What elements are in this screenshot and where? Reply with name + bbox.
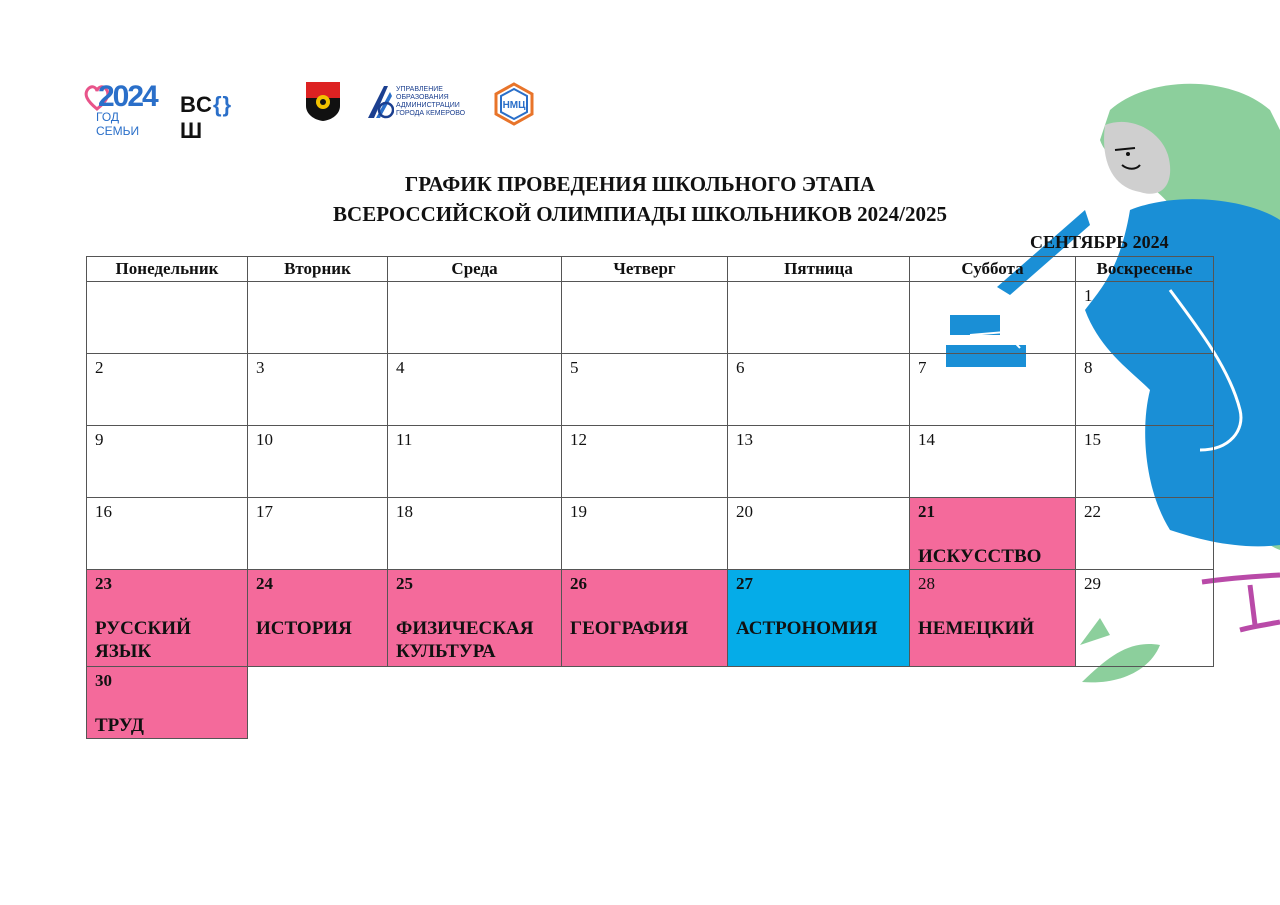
event-subject: ИСТОРИЯ: [256, 618, 352, 639]
nmc-logo-text: НМЦ: [502, 100, 526, 111]
day-cell: 9: [87, 426, 248, 498]
event-day-number: 24: [256, 574, 273, 593]
week-row: [87, 426, 1214, 498]
day-cell: 8: [1076, 354, 1214, 426]
weekday-header: Суббота: [910, 257, 1076, 282]
event-cell-german: [910, 570, 1076, 667]
day-cell: [562, 282, 728, 354]
week-row: [87, 354, 1214, 426]
page-title-line2: ВСЕРОССИЙСКОЙ ОЛИМПИАДЫ ШКОЛЬНИКОВ 2024/2025: [333, 202, 947, 226]
olympiad-logo-left: ВС: [180, 92, 213, 117]
day-cell: 6: [728, 354, 910, 426]
nmc-logo: [494, 82, 534, 126]
year-of-family-logo: [88, 80, 158, 138]
event-cell-pe: [388, 570, 562, 667]
day-cell: 29: [1076, 570, 1214, 667]
olympiad-logo: [180, 92, 232, 144]
weekday-header: Пятница: [728, 257, 910, 282]
day-cell: 15: [1076, 426, 1214, 498]
day-cell: 22: [1076, 498, 1214, 570]
day-cell: [388, 282, 562, 354]
page-title-line1: ГРАФИК ПРОВЕДЕНИЯ ШКОЛЬНОГО ЭТАПА: [404, 172, 876, 196]
event-cell-art: [910, 498, 1076, 570]
day-cell: 12: [562, 426, 728, 498]
day-cell: 16: [87, 498, 248, 570]
day-cell: 5: [562, 354, 728, 426]
year-logo-year: 2024: [98, 80, 157, 113]
day-cell: 11: [388, 426, 562, 498]
weekday-header: Воскресенье: [1076, 257, 1214, 282]
event-day-number: 30: [95, 671, 112, 690]
day-cell: 3: [248, 354, 388, 426]
day-cell: 2: [87, 354, 248, 426]
day-cell: 7: [910, 354, 1076, 426]
empty-cell: [248, 667, 388, 739]
day-cell: 1: [1076, 282, 1214, 354]
event-subject: НЕМЕЦКИЙ: [918, 618, 1035, 639]
day-cell: 4: [388, 354, 562, 426]
education-dept-logo: [364, 80, 474, 124]
olympiad-logo-right: Ш: [180, 118, 204, 143]
weekday-header: Понедельник: [87, 257, 248, 282]
event-subject: ТРУД: [95, 715, 144, 736]
day-cell: [87, 282, 248, 354]
event-day-number: 23: [95, 574, 112, 593]
month-label: СЕНТЯБРЬ 2024: [1030, 232, 1169, 252]
day-cell: 13: [728, 426, 910, 498]
day-cell: [248, 282, 388, 354]
education-dept-text: УПРАВЛЕНИЕ ОБРАЗОВАНИЯ АДМИНИСТРАЦИИ ГОРОДА КЕМЕРОВО: [396, 86, 466, 117]
event-cell-geography: [562, 570, 728, 667]
weekday-header: Четверг: [562, 257, 728, 282]
education-dept-emblem-icon: [364, 82, 394, 122]
empty-cell: [910, 667, 1076, 739]
event-cell-history: [248, 570, 388, 667]
event-subject: ИСКУССТВО: [918, 546, 1042, 567]
calendar-table: [86, 256, 1214, 739]
kemerovo-crest-logo: [304, 80, 342, 122]
week-row: [87, 282, 1214, 354]
day-cell: 17: [248, 498, 388, 570]
empty-cell: [1076, 667, 1214, 739]
year-logo-caption: ГОД СЕМЬИ: [96, 110, 140, 138]
day-cell: [728, 282, 910, 354]
event-day-number: 26: [570, 574, 587, 593]
day-cell: 19: [562, 498, 728, 570]
day-cell: 14: [910, 426, 1076, 498]
event-subject: ГЕОГРАФИЯ: [570, 618, 689, 639]
day-cell: 10: [248, 426, 388, 498]
empty-cell: [728, 667, 910, 739]
week-row: [87, 667, 1214, 739]
empty-cell: [562, 667, 728, 739]
day-cell: 18: [388, 498, 562, 570]
event-day-number: 27: [736, 574, 753, 593]
event-subject: АСТРОНОМИЯ: [736, 618, 878, 639]
day-cell: [910, 282, 1076, 354]
day-cell: 20: [728, 498, 910, 570]
event-day-number: 25: [396, 574, 413, 593]
week-row: [87, 570, 1214, 667]
weekday-header: Среда: [388, 257, 562, 282]
event-cell-astronomy: [728, 570, 910, 667]
olympiad-logo-brackets: {}: [212, 92, 233, 117]
event-cell-labor: [87, 667, 248, 739]
event-cell-russian: [87, 570, 248, 667]
event-subject: РУССКИЙ ЯЗЫК: [95, 618, 191, 662]
event-day-number: 28: [918, 574, 935, 593]
empty-cell: [388, 667, 562, 739]
event-subject: ФИЗИЧЕСКАЯ КУЛЬТУРА: [396, 618, 534, 662]
weekday-header-row: [87, 257, 1214, 282]
week-row: [87, 498, 1214, 570]
weekday-header: Вторник: [248, 257, 388, 282]
event-day-number: 21: [918, 502, 935, 521]
